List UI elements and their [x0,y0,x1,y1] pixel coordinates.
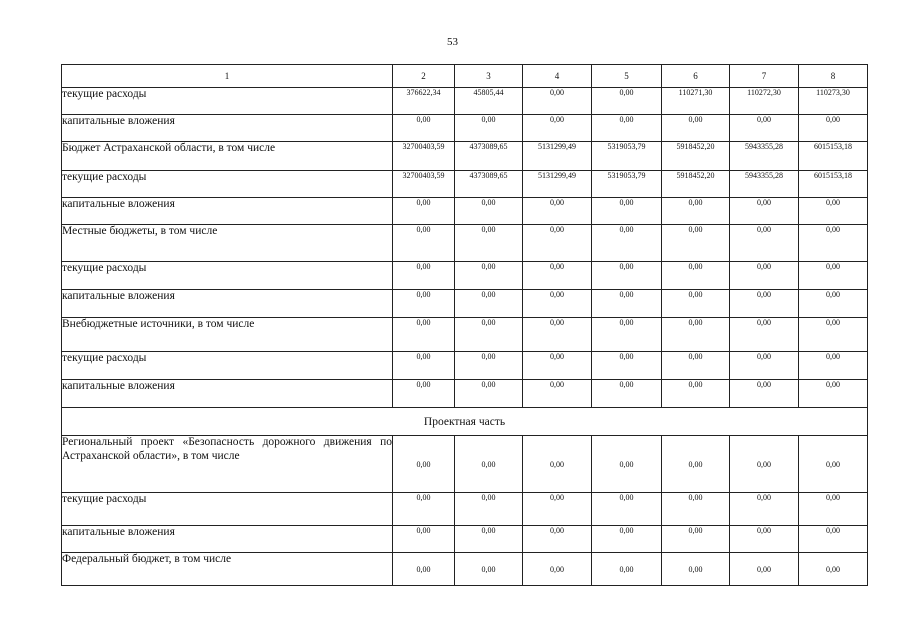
value-cell: 0,00 [662,352,730,380]
value-cell: 0,00 [592,198,662,225]
value-cell: 5918452,20 [662,171,730,198]
value-cell: 0,00 [730,198,799,225]
value-cell: 0,00 [662,526,730,553]
value-cell: 4373089,65 [455,142,523,171]
column-header: 6 [662,65,730,88]
value-cell: 0,00 [592,115,662,142]
table-row [62,262,868,290]
value-cell: 0,00 [592,352,662,380]
value-cell: 0,00 [393,352,455,380]
value-cell: 6015153,18 [799,171,868,198]
value-cell: 110272,30 [730,88,799,115]
value-cell: 0,00 [455,352,523,380]
table-row [62,290,868,318]
value-cell: 0,00 [730,526,799,553]
value-cell: 0,00 [523,352,592,380]
value-cell: 0,00 [799,526,868,553]
value-cell: 0,00 [592,553,662,586]
value-cell: 0,00 [730,318,799,352]
value-cell: 0,00 [730,115,799,142]
column-header: 1 [62,65,393,88]
column-header: 8 [799,65,868,88]
value-cell: 0,00 [799,262,868,290]
value-cell: 0,00 [393,198,455,225]
value-cell: 0,00 [393,436,455,493]
table-row [62,115,868,142]
value-cell: 0,00 [523,115,592,142]
value-cell: 0,00 [730,225,799,262]
column-header: 7 [730,65,799,88]
table-body [62,65,868,586]
table-row [62,142,868,171]
table-row [62,225,868,262]
value-cell: 0,00 [662,262,730,290]
value-cell: 0,00 [799,115,868,142]
value-cell: 0,00 [662,198,730,225]
value-cell: 6015153,18 [799,142,868,171]
value-cell: 0,00 [592,225,662,262]
row-label: капитальные вложения [62,380,393,408]
value-cell: 0,00 [592,526,662,553]
table-row [62,352,868,380]
value-cell: 0,00 [523,198,592,225]
section-row [62,408,868,436]
row-label: капитальные вложения [62,115,393,142]
value-cell: 0,00 [523,290,592,318]
value-cell: 0,00 [799,380,868,408]
value-cell: 0,00 [799,225,868,262]
value-cell: 0,00 [592,318,662,352]
row-label: текущие расходы [62,493,393,526]
table-row [62,380,868,408]
value-cell: 0,00 [455,493,523,526]
table-row [62,171,868,198]
value-cell: 5943355,28 [730,171,799,198]
table-row [62,88,868,115]
value-cell: 0,00 [393,380,455,408]
row-label: Внебюджетные источники, в том числе [62,318,393,352]
value-cell: 0,00 [393,493,455,526]
table-row [62,526,868,553]
value-cell: 0,00 [455,436,523,493]
value-cell: 32700403,59 [393,171,455,198]
table-row [62,493,868,526]
row-label: текущие расходы [62,171,393,198]
value-cell: 0,00 [730,436,799,493]
value-cell: 32700403,59 [393,142,455,171]
value-cell: 5319053,79 [592,171,662,198]
value-cell: 5131299,49 [523,142,592,171]
value-cell: 110271,30 [662,88,730,115]
value-cell: 0,00 [662,225,730,262]
value-cell: 0,00 [455,262,523,290]
table-row [62,198,868,225]
value-cell: 0,00 [730,262,799,290]
table-header-row [62,65,868,88]
value-cell: 0,00 [799,352,868,380]
value-cell: 0,00 [455,225,523,262]
value-cell: 0,00 [523,88,592,115]
value-cell: 0,00 [393,318,455,352]
value-cell: 0,00 [662,290,730,318]
row-label: капитальные вложения [62,290,393,318]
table-row [62,553,868,586]
value-cell: 0,00 [455,290,523,318]
budget-table [61,64,868,586]
value-cell: 0,00 [730,352,799,380]
value-cell: 0,00 [662,380,730,408]
value-cell: 0,00 [799,290,868,318]
page-number: 53 [447,36,458,48]
value-cell: 0,00 [523,493,592,526]
value-cell: 0,00 [592,493,662,526]
value-cell: 110273,30 [799,88,868,115]
value-cell: 5943355,28 [730,142,799,171]
value-cell: 5131299,49 [523,171,592,198]
value-cell: 0,00 [393,115,455,142]
value-cell: 0,00 [799,198,868,225]
row-label: Федеральный бюджет, в том числе [62,553,393,586]
value-cell: 0,00 [730,493,799,526]
value-cell: 0,00 [393,526,455,553]
value-cell: 0,00 [730,290,799,318]
row-label: Региональный проект «Безопасность дорожного движения по Астраханской области», в том числе [62,436,393,493]
value-cell: 0,00 [730,553,799,586]
value-cell: 376622,34 [393,88,455,115]
value-cell: 0,00 [799,436,868,493]
value-cell: 0,00 [662,318,730,352]
value-cell: 0,00 [662,436,730,493]
row-label: Бюджет Астраханской области, в том числе [62,142,393,171]
value-cell: 0,00 [455,318,523,352]
value-cell: 0,00 [393,225,455,262]
value-cell: 0,00 [592,262,662,290]
value-cell: 0,00 [799,553,868,586]
value-cell: 0,00 [523,553,592,586]
value-cell: 0,00 [592,290,662,318]
row-label: текущие расходы [62,262,393,290]
value-cell: 0,00 [523,318,592,352]
value-cell: 0,00 [393,262,455,290]
value-cell: 0,00 [455,380,523,408]
column-header: 3 [455,65,523,88]
value-cell: 0,00 [592,380,662,408]
column-header: 4 [523,65,592,88]
value-cell: 0,00 [523,436,592,493]
value-cell: 5319053,79 [592,142,662,171]
value-cell: 0,00 [592,88,662,115]
value-cell: 0,00 [393,290,455,318]
row-label: текущие расходы [62,352,393,380]
row-label: капитальные вложения [62,198,393,225]
value-cell: 0,00 [523,526,592,553]
column-header: 2 [393,65,455,88]
column-header: 5 [592,65,662,88]
value-cell: 0,00 [523,262,592,290]
value-cell: 4373089,65 [455,171,523,198]
row-label: капитальные вложения [62,526,393,553]
value-cell: 0,00 [455,553,523,586]
value-cell: 45805,44 [455,88,523,115]
value-cell: 0,00 [393,553,455,586]
value-cell: 5918452,20 [662,142,730,171]
value-cell: 0,00 [455,115,523,142]
row-label: Местные бюджеты, в том числе [62,225,393,262]
table-row [62,318,868,352]
section-title: Проектная часть [62,408,868,436]
value-cell: 0,00 [662,553,730,586]
value-cell: 0,00 [592,436,662,493]
value-cell: 0,00 [455,526,523,553]
value-cell: 0,00 [523,380,592,408]
value-cell: 0,00 [662,493,730,526]
table-row [62,436,868,493]
value-cell: 0,00 [523,225,592,262]
value-cell: 0,00 [799,318,868,352]
value-cell: 0,00 [662,115,730,142]
row-label: текущие расходы [62,88,393,115]
value-cell: 0,00 [455,198,523,225]
value-cell: 0,00 [799,493,868,526]
value-cell: 0,00 [730,380,799,408]
